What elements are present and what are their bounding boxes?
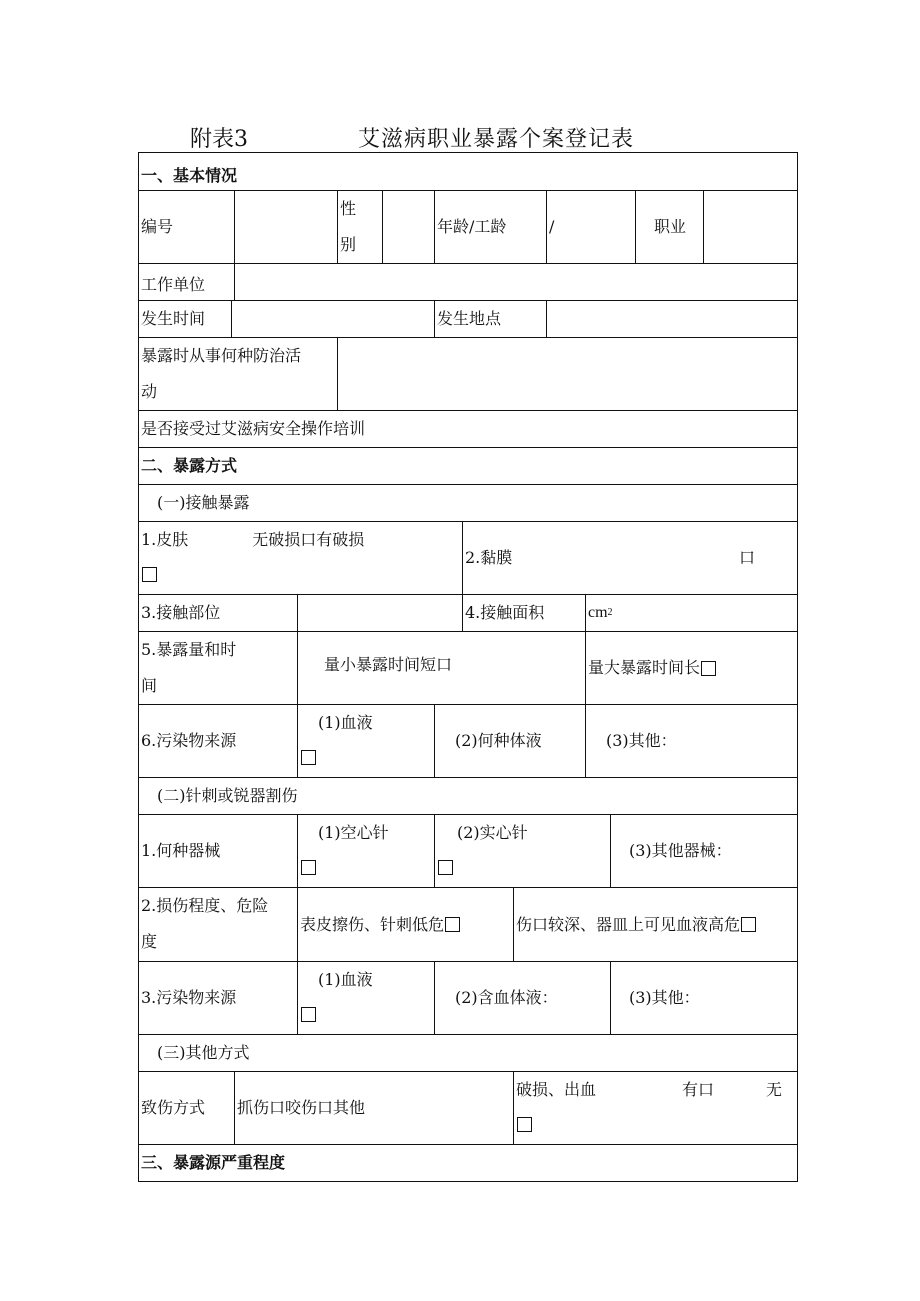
degree-high-option[interactable]: 伤口较深、器皿上可见血液高危 (516, 914, 741, 934)
registration-form (138, 152, 798, 1182)
age-label: 年龄/工龄 (434, 190, 546, 263)
number-label: 编号 (139, 190, 234, 263)
bleeding-label: 破损、出血 (516, 1080, 597, 1099)
gender-field[interactable] (382, 190, 434, 263)
device-label: 1.何种器械 (139, 814, 297, 887)
needle-source-other[interactable]: (3)其他： (610, 961, 797, 1034)
contact-area-field[interactable]: cm 2 (585, 594, 797, 631)
skin-options[interactable]: 无破损口有破损 (252, 530, 365, 549)
amount-label (139, 631, 297, 704)
place-label: 发生地点 (434, 300, 546, 337)
activity-label (139, 337, 337, 410)
degree-high-checkbox[interactable] (741, 917, 756, 932)
contact-source-blood: (1)血液 (318, 713, 373, 732)
number-field[interactable] (234, 190, 337, 263)
contact-source-blood-cell (297, 704, 434, 777)
contact-source-fluid[interactable]: (2)何种体液 (434, 704, 585, 777)
bleeding-yes-option[interactable]: 有口 (682, 1080, 715, 1099)
device-solid-checkbox[interactable] (438, 860, 453, 875)
device-solid: (2)实心针 (457, 823, 528, 842)
contact-area-label: 4.接触面积 (462, 594, 585, 631)
attachment-label: 附表3 (190, 127, 248, 152)
amount-large-cell (585, 631, 797, 704)
contact-source-label: 6.污染物来源 (139, 704, 297, 777)
needle-source-fluid[interactable]: (2)含血体液： (434, 961, 610, 1034)
contact-site-field[interactable] (297, 594, 462, 631)
contact-exposure-heading: (一)接触暴露 (139, 484, 797, 521)
degree-low-cell (297, 887, 513, 961)
needle-source-label: 3.污染物来源 (139, 961, 297, 1034)
amount-label-line2: 间 (141, 676, 158, 695)
amount-small-option[interactable]: 量小暴露时间短口 (297, 631, 585, 704)
occupation-field[interactable] (703, 190, 797, 263)
training-label: 是否接受过艾滋病安全操作培训 (139, 410, 797, 447)
device-other[interactable]: (3)其他器械： (610, 814, 797, 887)
gender-label (337, 190, 382, 263)
degree-high-cell (513, 887, 797, 961)
gender-label-line1: 性 (340, 199, 357, 218)
contact-source-other[interactable]: (3)其他： (585, 704, 797, 777)
skin-checkbox[interactable] (142, 567, 157, 582)
device-hollow-checkbox[interactable] (301, 860, 316, 875)
work-unit-label: 工作单位 (139, 263, 234, 300)
degree-label-line1: 2.损伤程度、危险 (141, 896, 269, 915)
degree-low-checkbox[interactable] (445, 917, 460, 932)
device-hollow-cell (297, 814, 434, 887)
time-label: 发生时间 (139, 300, 231, 337)
needle-source-blood: (1)血液 (318, 970, 373, 989)
bleeding-no-option[interactable]: 无 (766, 1080, 783, 1099)
mucosa-checkbox[interactable]: 口 (739, 548, 756, 567)
activity-label-line2: 动 (141, 382, 158, 401)
amount-large-checkbox[interactable] (701, 661, 716, 676)
device-hollow: (1)空心针 (318, 823, 389, 842)
injury-method-options[interactable]: 抓伤口咬伤口其他 (234, 1071, 513, 1144)
skin-label: 1.皮肤 (141, 530, 189, 549)
bleeding-cell (513, 1071, 797, 1144)
contact-site-label: 3.接触部位 (139, 594, 297, 631)
amount-large-option[interactable]: 量大暴露时间长 (588, 658, 701, 677)
page-title: 艾滋病职业暴露个案登记表 (358, 127, 635, 152)
area-unit: cm (588, 604, 608, 621)
degree-label (139, 887, 297, 961)
needle-source-blood-checkbox[interactable] (301, 1007, 316, 1022)
skin-cell (139, 521, 462, 594)
age-field[interactable]: / (546, 190, 635, 263)
section-exposure-heading: 二、暴露方式 (139, 447, 797, 484)
gender-label-line2: 别 (340, 235, 357, 254)
activity-label-line1: 暴露时从事何种防治活 (141, 346, 302, 365)
mucosa-label: 2.黏膜 (465, 548, 513, 567)
section-source-severity-heading: 三、暴露源严重程度 (139, 1144, 797, 1181)
degree-label-line2: 度 (141, 932, 158, 951)
time-field[interactable] (231, 300, 434, 337)
work-unit-field[interactable] (234, 263, 797, 300)
activity-field[interactable] (337, 337, 797, 410)
device-solid-cell (434, 814, 610, 887)
mucosa-cell (462, 521, 797, 594)
place-field[interactable] (546, 300, 797, 337)
degree-low-option[interactable]: 表皮擦伤、针刺低危 (300, 914, 445, 934)
needle-injury-heading: (二)针刺或锐器割伤 (139, 777, 797, 814)
other-method-heading: (三)其他方式 (139, 1034, 797, 1071)
bleeding-no-checkbox[interactable] (517, 1117, 532, 1132)
form-title (0, 122, 920, 156)
contact-source-blood-checkbox[interactable] (301, 750, 316, 765)
injury-method-label: 致伤方式 (139, 1071, 234, 1144)
amount-label-line1: 5.暴露量和时 (141, 640, 237, 659)
occupation-label: 职业 (635, 190, 703, 263)
needle-source-blood-cell (297, 961, 434, 1034)
section-basic-heading: 一、基本情况 (141, 166, 238, 185)
